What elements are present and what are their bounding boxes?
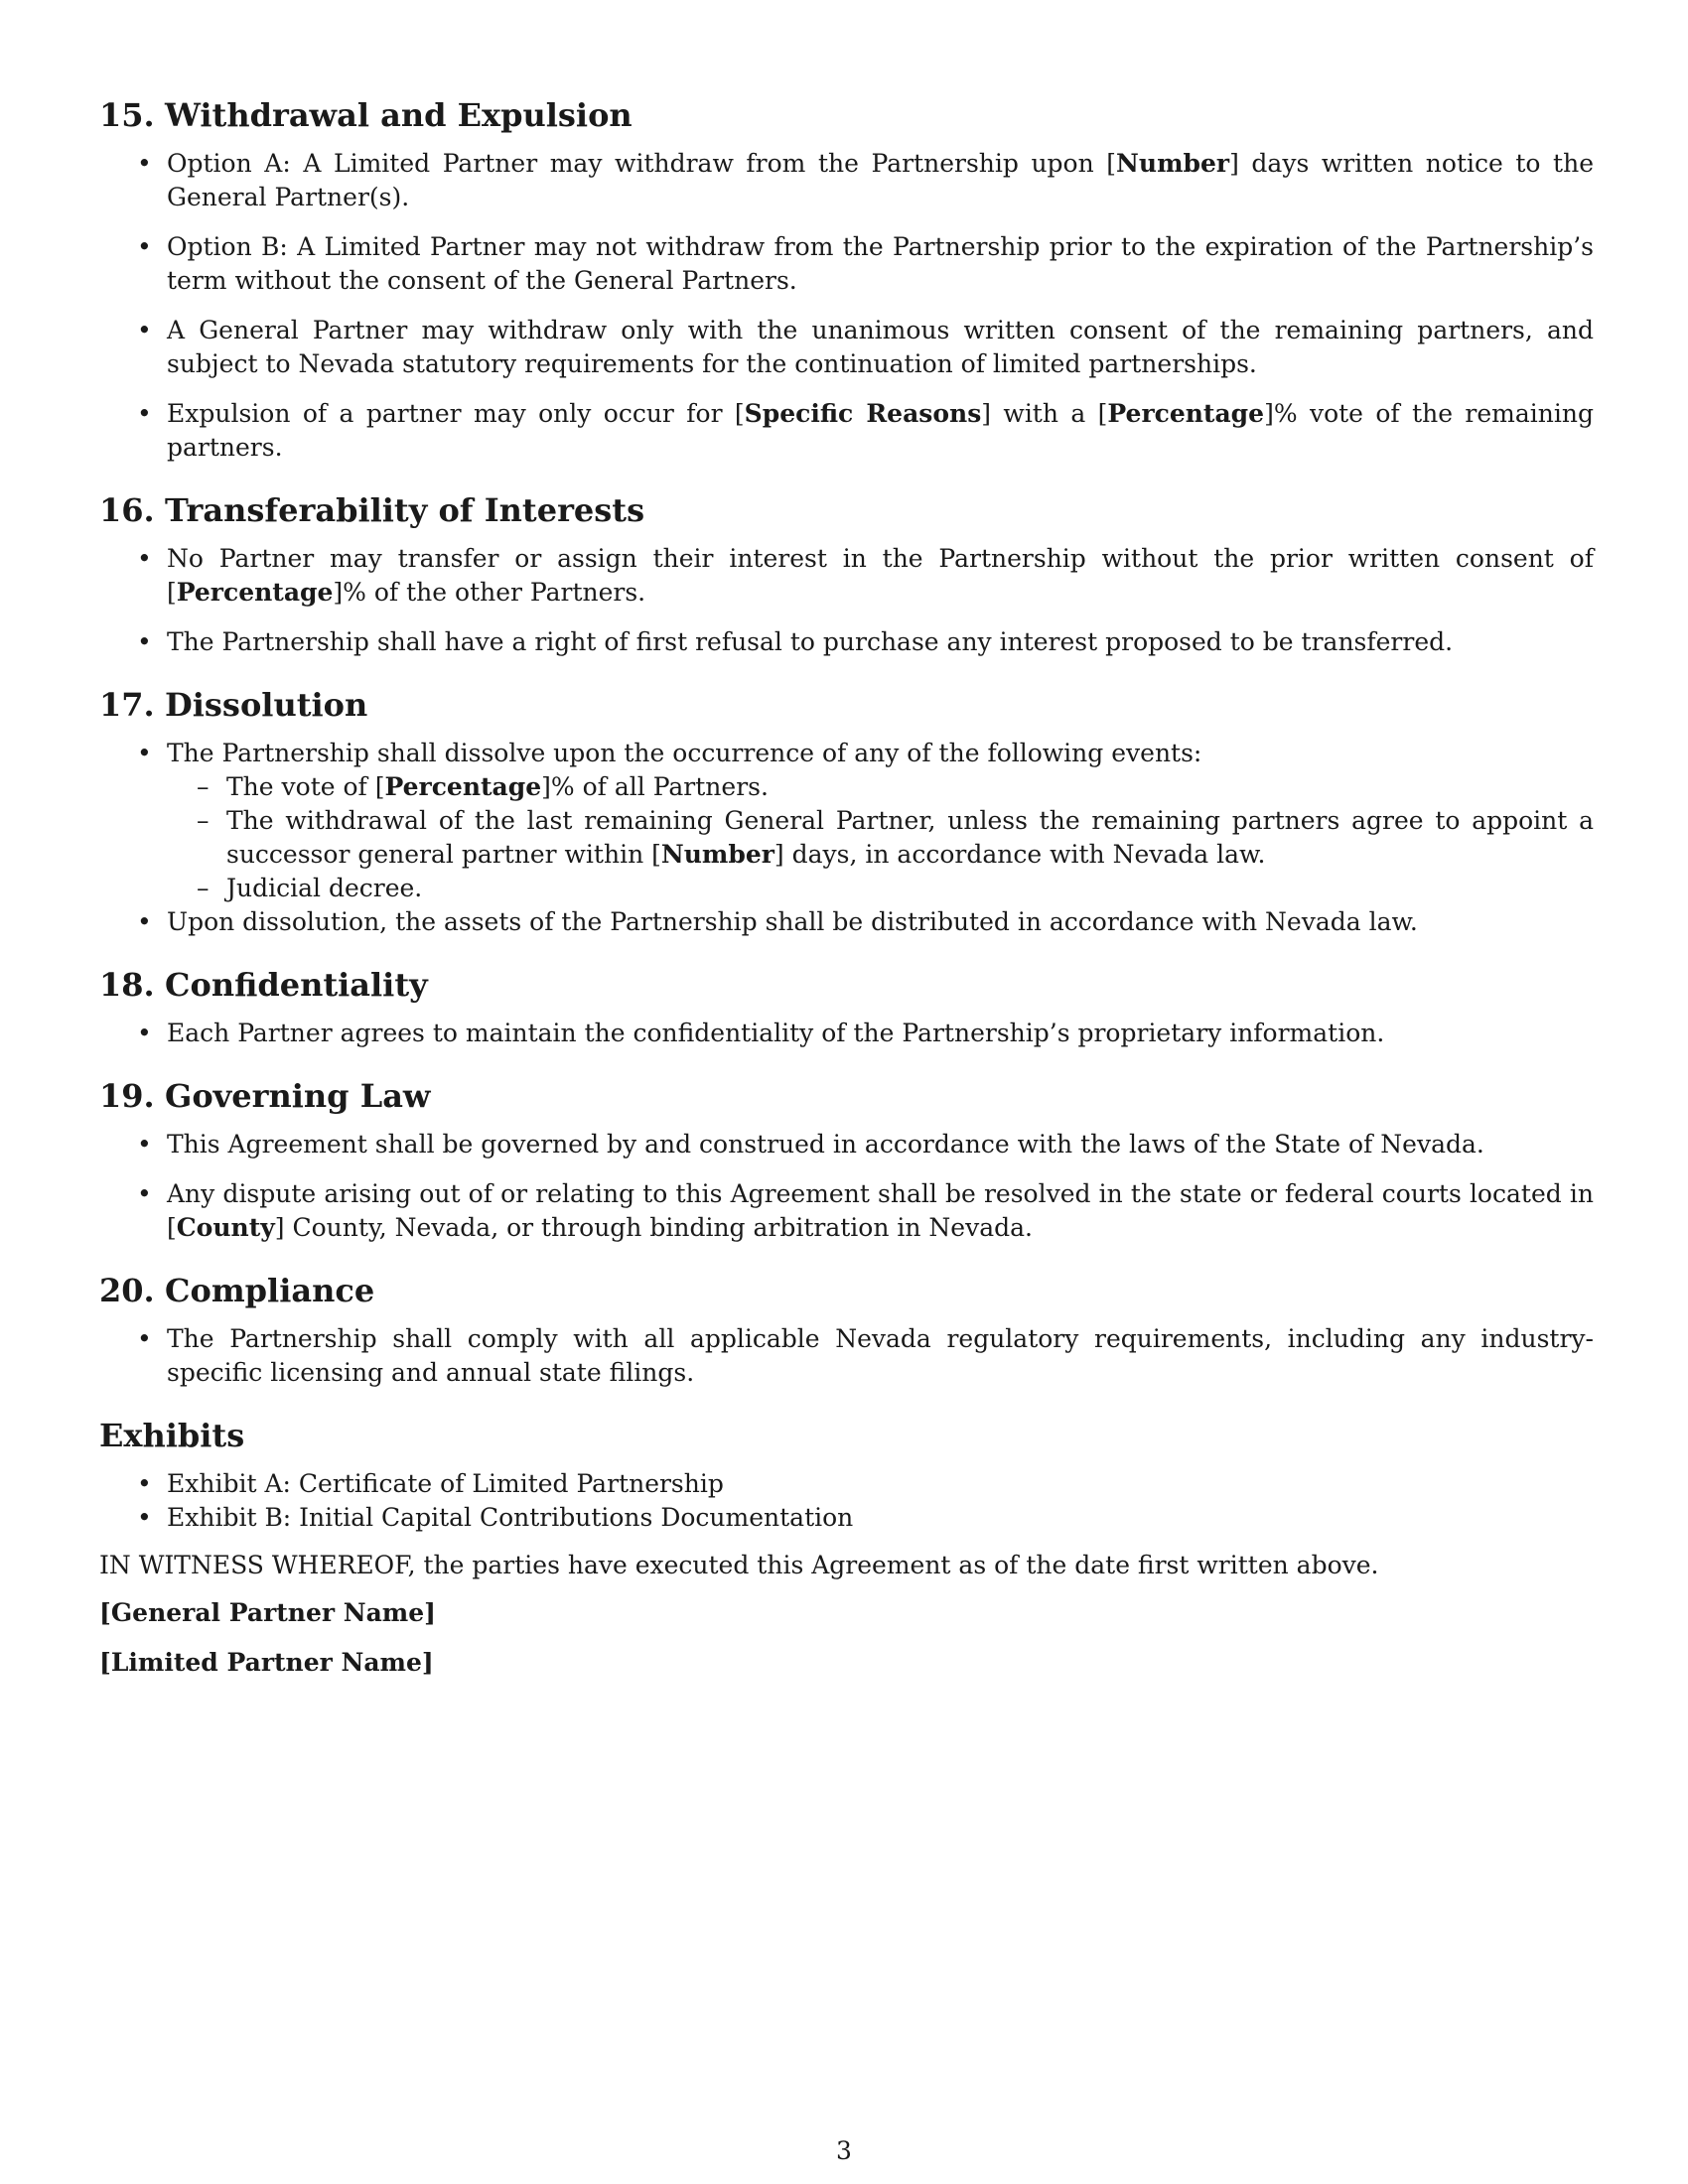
list-item: • Each Partner agrees to maintain the confidentiality of the Partnership’s proprietary information. bbox=[99, 1017, 1594, 1050]
sub-list-item: – Judicial decree. bbox=[167, 872, 1594, 905]
section-heading: 20. Compliance bbox=[99, 1272, 375, 1309]
witness-statement: IN WITNESS WHEREOF, the parties have executed this Agreement as of the date first written above. bbox=[99, 1551, 1379, 1579]
section-heading: 18. Confidentiality bbox=[99, 966, 428, 1004]
signature-limited-partner: [Limited Partner Name] bbox=[99, 1648, 434, 1677]
sub-list-item: – The withdrawal of the last remaining General Partner, unless the remaining partners agree to appoint a successor general partner within [Number] days, in accordance with Nevada law. bbox=[167, 804, 1594, 872]
section-transferability bbox=[99, 490, 1594, 659]
sub-list bbox=[167, 770, 1594, 905]
section-withdrawal-expulsion bbox=[99, 95, 1594, 465]
list-item: • Option A: A Limited Partner may withdraw from the Partnership upon [Number] days written notice to the General Partner(s). bbox=[99, 147, 1594, 214]
list-item: • Expulsion of a partner may only occur for [Specific Reasons] with a [Percentage]% vote of the remaining partners. bbox=[99, 397, 1594, 465]
list-item: • Upon dissolution, the assets of the Partnership shall be distributed in accordance with Nevada law. bbox=[99, 905, 1594, 939]
bullet-list bbox=[99, 1017, 1594, 1050]
page-number: 3 bbox=[836, 2136, 852, 2165]
section-dissolution bbox=[99, 685, 1594, 939]
list-item: • Exhibit A: Certificate of Limited Partnership bbox=[99, 1467, 1594, 1501]
list-item: • Exhibit B: Initial Capital Contributions Documentation bbox=[99, 1501, 1594, 1535]
sub-list-item: – The vote of [Percentage]% of all Partners. bbox=[167, 770, 1594, 804]
section-heading: 16. Transferability of Interests bbox=[99, 491, 645, 529]
section-exhibits bbox=[99, 1416, 1594, 1535]
list-item: • This Agreement shall be governed by and construed in accordance with the laws of the State of Nevada. bbox=[99, 1128, 1594, 1161]
list-item: • Any dispute arising out of or relating to this Agreement shall be resolved in the state or federal courts located in [County] County, Nevada, or through binding arbitration in Nevada. bbox=[99, 1177, 1594, 1245]
section-confidentiality bbox=[99, 965, 1594, 1050]
section-governing-law bbox=[99, 1076, 1594, 1245]
list-item: • Option B: A Limited Partner may not withdraw from the Partnership prior to the expiration of the Partnership’s term without the consent of the General Partners. bbox=[99, 230, 1594, 298]
list-item: • The Partnership shall dissolve upon the occurrence of any of the following events: – The vote of [Percentage]% of all Partners. – The withdrawal of the last remaining General Partner, unless the remaining partners agree to appoint a successor general partner within [Number] days, in accordance with Nevada law. – Judicial decree. bbox=[99, 737, 1594, 905]
section-heading: 17. Dissolution bbox=[99, 686, 368, 724]
list-item: • A General Partner may withdraw only with the unanimous written consent of the remaining partners, and subject to Nevada statutory requirements for the continuation of limited partnerships. bbox=[99, 314, 1594, 381]
bullet-list bbox=[99, 542, 1594, 659]
list-item: • No Partner may transfer or assign their interest in the Partnership without the prior written consent of [Percentage]% of the other Partners. bbox=[99, 542, 1594, 610]
bullet-list bbox=[99, 1322, 1594, 1390]
document-page bbox=[99, 95, 1594, 1696]
section-heading: 15. Withdrawal and Expulsion bbox=[99, 96, 633, 134]
section-heading: 19. Governing Law bbox=[99, 1077, 431, 1115]
bullet-list bbox=[99, 147, 1594, 465]
list-item: • The Partnership shall have a right of first refusal to purchase any interest proposed to be transferred. bbox=[99, 625, 1594, 659]
signature-general-partner: [General Partner Name] bbox=[99, 1598, 436, 1627]
bullet-list bbox=[99, 737, 1594, 939]
list-item: • The Partnership shall comply with all applicable Nevada regulatory requirements, including any industry-specific licensing and annual state filings. bbox=[99, 1322, 1594, 1390]
section-compliance bbox=[99, 1271, 1594, 1390]
section-heading: Exhibits bbox=[99, 1417, 245, 1454]
bullet-list bbox=[99, 1128, 1594, 1245]
bullet-list bbox=[99, 1467, 1594, 1535]
